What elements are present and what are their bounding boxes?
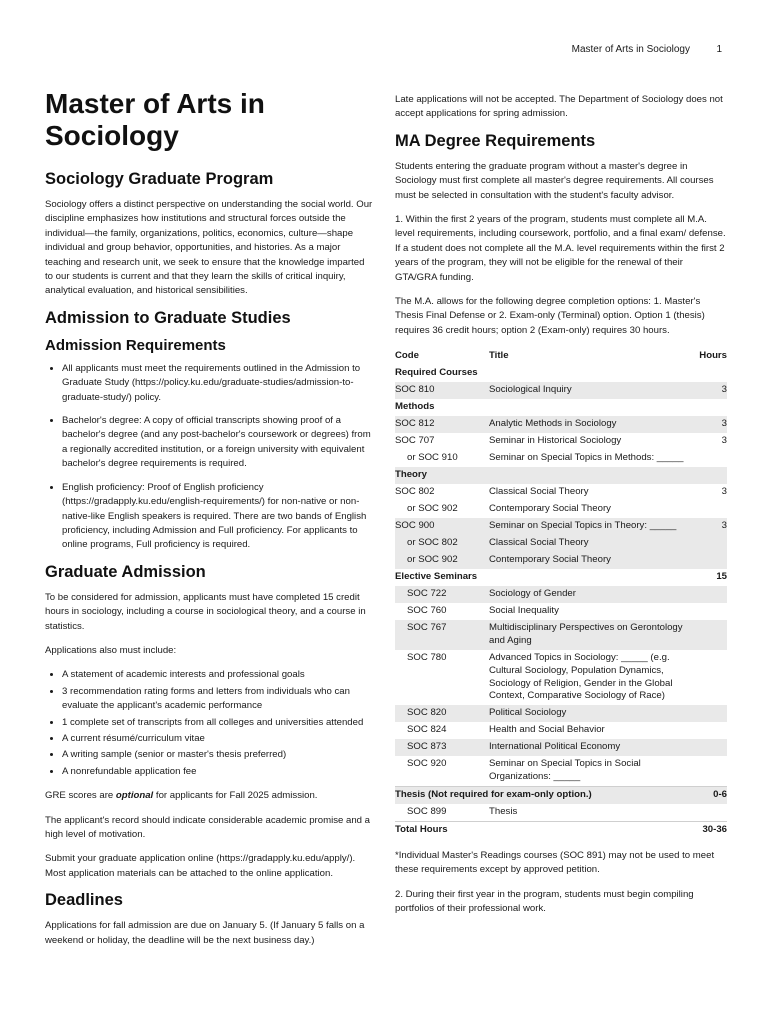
admission-item: • English proficiency: Proof of English proficiency (https://gradapply.ku.edu/english-requirements/) for non-native or non-native-like English speakers is required. There are two bands of English proficiency, including Admission and Full proficiency. For applicants to online programs, Full proficiency is required.	[62, 481, 375, 553]
admission-requirements-list	[45, 362, 375, 553]
course-code: SOC 810	[395, 382, 489, 399]
course-code: SOC 920	[407, 758, 447, 770]
course-hours	[687, 756, 727, 786]
course-code: SOC 767	[395, 620, 489, 650]
header-title-col: Title	[489, 350, 509, 362]
table-group-row	[395, 786, 727, 803]
course-hours	[687, 804, 727, 821]
table-row	[395, 603, 727, 620]
admission-requirements-heading: Admission Requirements	[45, 336, 226, 354]
course-hours	[687, 705, 727, 722]
table-row	[395, 501, 727, 518]
course-title: Classical Social Theory	[489, 486, 589, 498]
deadlines-text: Applications for fall admission are due on January 5. (If January 5 falls on a weekend or holiday, the deadline will be the next business day.)	[45, 920, 365, 946]
deadlines-heading: Deadlines	[45, 891, 123, 910]
gre-emphasis: optional	[115, 790, 154, 802]
course-code: SOC 899	[407, 806, 447, 817]
table-row	[395, 586, 727, 603]
gre-suffix: for applicants for Fall 2025 admission.	[153, 790, 318, 802]
table-body	[395, 365, 727, 839]
course-hours: 15	[716, 571, 727, 583]
page-title: Master of Arts in Sociology	[45, 88, 265, 151]
application-item: • 1 complete set of transcripts from all colleges and universities attended	[62, 716, 375, 730]
course-code: SOC 900	[395, 518, 489, 535]
table-row	[395, 433, 727, 450]
application-item: • 3 recommendation rating forms and letters from individuals who can evaluate the applicant's academic performance	[62, 685, 375, 714]
left-column	[45, 88, 375, 958]
table-row	[395, 416, 727, 433]
course-requirements-table	[395, 348, 727, 839]
rule-two-text: 2. During their first year in the program, students must begin compiling portfolios of their professional work.	[395, 888, 694, 915]
course-code: or SOC 902	[395, 552, 489, 569]
table-row	[395, 450, 727, 467]
table-row	[395, 722, 727, 739]
course-code: SOC 820	[395, 705, 489, 722]
ma-intro-text: Students entering the graduate program without a master's degree in Sociology must first complete all master's degree requirements. All courses must be selected in consultation with the student's faculty advisor.	[395, 160, 714, 201]
course-title: Thesis	[489, 806, 518, 817]
group-label: Thesis (Not required for exam-only option.)	[395, 786, 687, 803]
page-header	[0, 44, 770, 58]
late-applications-text: Late applications will not be accepted. The Department of Sociology does not accept applications for spring admission.	[395, 94, 723, 120]
course-hours	[687, 501, 727, 518]
table-row	[395, 620, 727, 650]
table-row	[395, 804, 727, 821]
course-hours	[687, 467, 727, 484]
course-code: SOC 780	[407, 651, 447, 663]
course-title: Contemporary Social Theory	[489, 503, 611, 515]
course-title: Multidisciplinary Perspectives on Gerontology and Aging	[489, 620, 687, 650]
graduate-admission-heading: Graduate Admission	[45, 562, 206, 581]
table-row	[395, 484, 727, 501]
table-row	[395, 756, 727, 786]
right-column	[395, 93, 727, 927]
gre-prefix: GRE scores are	[45, 790, 116, 802]
table-group-row	[395, 569, 727, 586]
course-title: Seminar on Special Topics in Social Organizations: _____	[489, 758, 641, 783]
course-hours	[687, 535, 727, 552]
group-label: Total Hours	[395, 821, 687, 838]
course-title: Social Inequality	[489, 605, 559, 617]
course-hours	[687, 739, 727, 756]
table-row	[395, 535, 727, 552]
course-title: Seminar on Special Topics in Methods: _____	[489, 452, 684, 464]
header-code: Code	[395, 350, 419, 362]
ma-requirements-heading: MA Degree Requirements	[395, 131, 596, 150]
course-title: Contemporary Social Theory	[489, 552, 687, 569]
application-item: • A current résumé/curriculum vitae	[62, 732, 375, 746]
table-row	[395, 739, 727, 756]
table-group-row	[395, 365, 727, 382]
course-title: Sociology of Gender	[489, 586, 687, 603]
course-title: Classical Social Theory	[489, 535, 687, 552]
admission-heading: Admission to Graduate Studies	[45, 308, 291, 327]
page-number: 1	[716, 44, 722, 55]
course-hours	[687, 620, 727, 650]
table-row	[395, 650, 727, 705]
course-hours: 30-36	[687, 821, 727, 838]
course-code: SOC 873	[395, 739, 489, 756]
table-row	[395, 382, 727, 399]
course-title: Seminar in Historical Sociology	[489, 435, 622, 447]
table-row	[395, 552, 727, 569]
course-hours	[687, 722, 727, 739]
course-title: Health and Social Behavior	[489, 724, 605, 736]
course-code: or SOC 910	[407, 452, 458, 464]
application-items-list	[45, 668, 375, 779]
course-title: Analytic Methods in Sociology	[489, 416, 687, 433]
course-code: SOC 802	[395, 486, 435, 498]
record-text: The applicant's record should indicate considerable academic promise and a high level of motivation.	[45, 814, 371, 840]
group-label: Elective Seminars	[395, 571, 478, 583]
group-label: Required Courses	[395, 367, 478, 379]
header-title: Master of Arts in Sociology	[571, 44, 690, 55]
course-hours	[687, 450, 727, 467]
course-title: Sociological Inquiry	[489, 382, 687, 399]
course-title: Advanced Topics in Sociology: _____ (e.g. Cultural Sociology, Population Dynamics, Sociology of Religion, Gender in the Global Context, Comparative Sociology of Race)	[489, 651, 673, 702]
table-row	[395, 518, 727, 535]
application-item: • A writing sample (senior or master's thesis preferred)	[62, 748, 375, 762]
course-title: International Political Economy	[489, 739, 687, 756]
header-hours: Hours	[699, 350, 727, 362]
course-code: SOC 760	[407, 605, 447, 617]
course-hours	[687, 603, 727, 620]
course-hours: 3	[687, 416, 727, 433]
graduate-admission-text: To be considered for admission, applicants must have completed 15 credit hours in sociology, including a course in sociological theory, and a course in statistics.	[45, 591, 366, 632]
admission-item: • Bachelor's degree: A copy of official transcripts showing proof of a bachelor's degree (and any post-bachelor's coursework or degrees) from a regionally accredited institution, or a foreign university with equivalent bachelor's degree requirements is required.	[62, 414, 375, 472]
submit-text: Submit your graduate application online (https://gradapply.ku.edu/apply/). Most application materials can be attached to the online application.	[45, 853, 356, 879]
course-hours	[687, 552, 727, 569]
group-label: Methods	[395, 401, 435, 413]
applications-intro: Applications also must include:	[45, 644, 177, 656]
table-header-row	[395, 348, 727, 365]
table-group-row	[395, 467, 727, 484]
course-hours: 3	[687, 382, 727, 399]
course-code: SOC 812	[395, 416, 489, 433]
course-code: SOC 722	[395, 586, 489, 603]
course-code: SOC 707	[395, 435, 435, 447]
course-hours: 0-6	[687, 786, 727, 803]
course-hours	[687, 365, 727, 382]
course-code: SOC 824	[407, 724, 447, 736]
course-title: Political Sociology	[489, 705, 687, 722]
course-code: or SOC 802	[395, 535, 489, 552]
program-heading: Sociology Graduate Program	[45, 170, 274, 188]
table-group-row	[395, 399, 727, 416]
course-hours	[687, 650, 727, 705]
course-hours: 3	[721, 486, 727, 498]
course-hours: 3	[687, 518, 727, 535]
course-hours	[687, 399, 727, 416]
footnote-text: *Individual Master's Readings courses (SOC 891) may not be used to meet these requirements except by approved petition.	[395, 849, 715, 876]
rule-one-text: 1. Within the first 2 years of the program, students must complete all M.A. level requirements, including coursework, portfolio, and a final exam/ defense. If a student does not complete all the M.A. level requirements within the first 2 years of the program, they will not be eligible for the renewal of their GTA/GRA funding.	[395, 214, 726, 283]
admission-item: • All applicants must meet the requirements outlined in the Admission to Graduate Study (https://policy.ku.edu/graduate-studies/admission-to-graduate-study/) policy.	[62, 362, 375, 405]
group-label: Theory	[395, 467, 687, 484]
application-item: • A nonrefundable application fee	[62, 765, 375, 779]
course-hours: 3	[721, 435, 727, 447]
course-hours	[687, 586, 727, 603]
application-item: • A statement of academic interests and professional goals	[62, 668, 375, 682]
gre-text	[45, 789, 375, 803]
degree-options-text: The M.A. allows for the following degree completion options: 1. Master's Thesis Final Defense or 2. Exam-only (Terminal) option. Option 1 (thesis) requires 36 credit hours; option 2 (Exam-only) requires 30 hours.	[395, 296, 705, 336]
course-title: Seminar on Special Topics in Theory: _____	[489, 518, 687, 535]
course-code: or SOC 902	[407, 503, 458, 515]
program-text: Sociology offers a distinct perspective on understanding the social world. Our discipline emphasizes how institutions and structural forces outside the individual—the family, organizations, politics, economics, culture—shape individual and group behavior, opportunities, and histories. As a major teaching and research unit, we seek to ensure that the knowledge imparted to our students is current and that they learn the skills of critical inquiry, analytical evaluation, and historical sensibilities.	[45, 199, 373, 297]
table-total-row	[395, 821, 727, 838]
table-row	[395, 705, 727, 722]
